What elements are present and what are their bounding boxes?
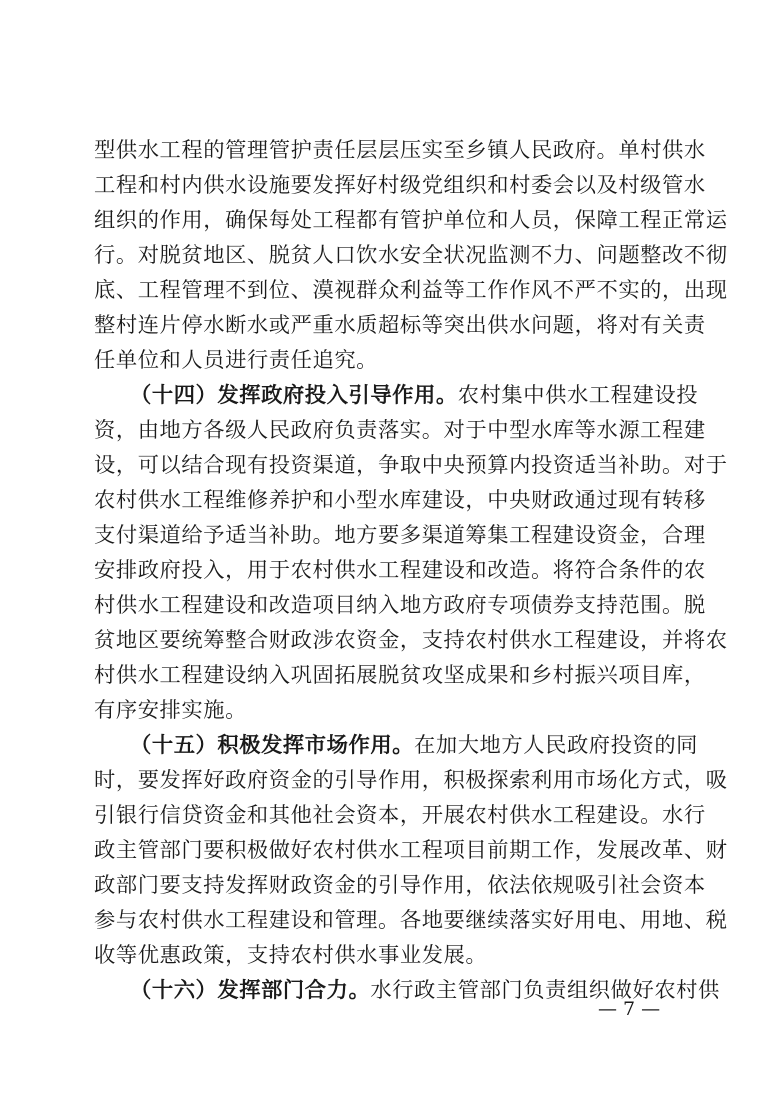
- section-14-first-text: 农村集中供水工程建设投: [457, 383, 699, 408]
- text-line: 支付渠道给予适当补助。地方要多渠道筹集工程建设资金，合理: [94, 523, 706, 548]
- page-number: — 7 —: [598, 998, 661, 1020]
- text-line: 引银行信贷资金和其他社会资本，开展农村供水工程建设。水行: [94, 803, 706, 828]
- text-line: 村供水工程建设和改造项目纳入地方政府专项债券支持范围。脱: [94, 593, 706, 618]
- section-16-first-text: 水行政主管部门负责组织做好农村供: [370, 978, 720, 1003]
- text-line: 型供水工程的管理管护责任层层压实至乡镇人民政府。单村供水: [94, 138, 706, 163]
- section-15-first-line: [130, 731, 699, 761]
- text-line: 任单位和人员进行责任追究。: [94, 348, 379, 373]
- text-line: 政主管部门要积极做好农村供水工程项目前期工作，发展改革、财: [94, 838, 728, 863]
- text-line: 行。对脱贫地区、脱贫人口饮水安全状况监测不力、问题整改不彻: [94, 243, 728, 268]
- text-line: 安排政府投入，用于农村供水工程建设和改造。将符合条件的农: [94, 558, 706, 583]
- text-line: 农村供水工程维修养护和小型水库建设，中央财政通过现有转移: [94, 488, 706, 513]
- section-16-heading: （十六）发挥部门合力。: [130, 978, 371, 1003]
- text-line: 村供水工程建设纳入巩固拓展脱贫攻坚成果和乡村振兴项目库，: [94, 663, 706, 688]
- text-line: 贫地区要统筹整合财政涉农资金，支持农村供水工程建设，并将农: [94, 628, 728, 653]
- section-15-first-text: 在加大地方人民政府投资的同: [414, 733, 699, 758]
- text-line: 收等优惠政策，支持农村供水事业发展。: [94, 943, 488, 968]
- text-line: 底、工程管理不到位、漠视群众利益等工作作风不严不实的，出现: [94, 278, 728, 303]
- text-line: 工程和村内供水设施要发挥好村级党组织和村委会以及村级管水: [94, 173, 706, 198]
- text-line: 有序安排实施。: [94, 698, 247, 723]
- text-line: 资，由地方各级人民政府负责落实。对于中型水库等水源工程建: [94, 418, 706, 443]
- section-14-heading: （十四）发挥政府投入引导作用。: [130, 383, 458, 408]
- text-line: 政部门要支持发挥财政资金的引导作用，依法依规吸引社会资本: [94, 873, 706, 898]
- text-line: 时，要发挥好政府资金的引导作用，积极探索利用市场化方式，吸: [94, 768, 728, 793]
- text-line: 组织的作用，确保每处工程都有管护单位和人员，保障工程正常运: [94, 208, 728, 233]
- section-15-heading: （十五）积极发挥市场作用。: [130, 733, 415, 758]
- text-line: 参与农村供水工程建设和管理。各地要继续落实好用电、用地、税: [94, 908, 728, 933]
- text-line: 整村连片停水断水或严重水质超标等突出供水问题，将对有关责: [94, 313, 706, 338]
- text-line: 设，可以结合现有投资渠道，争取中央预算内投资适当补助。对于: [94, 453, 728, 478]
- section-14-first-line: [130, 381, 699, 411]
